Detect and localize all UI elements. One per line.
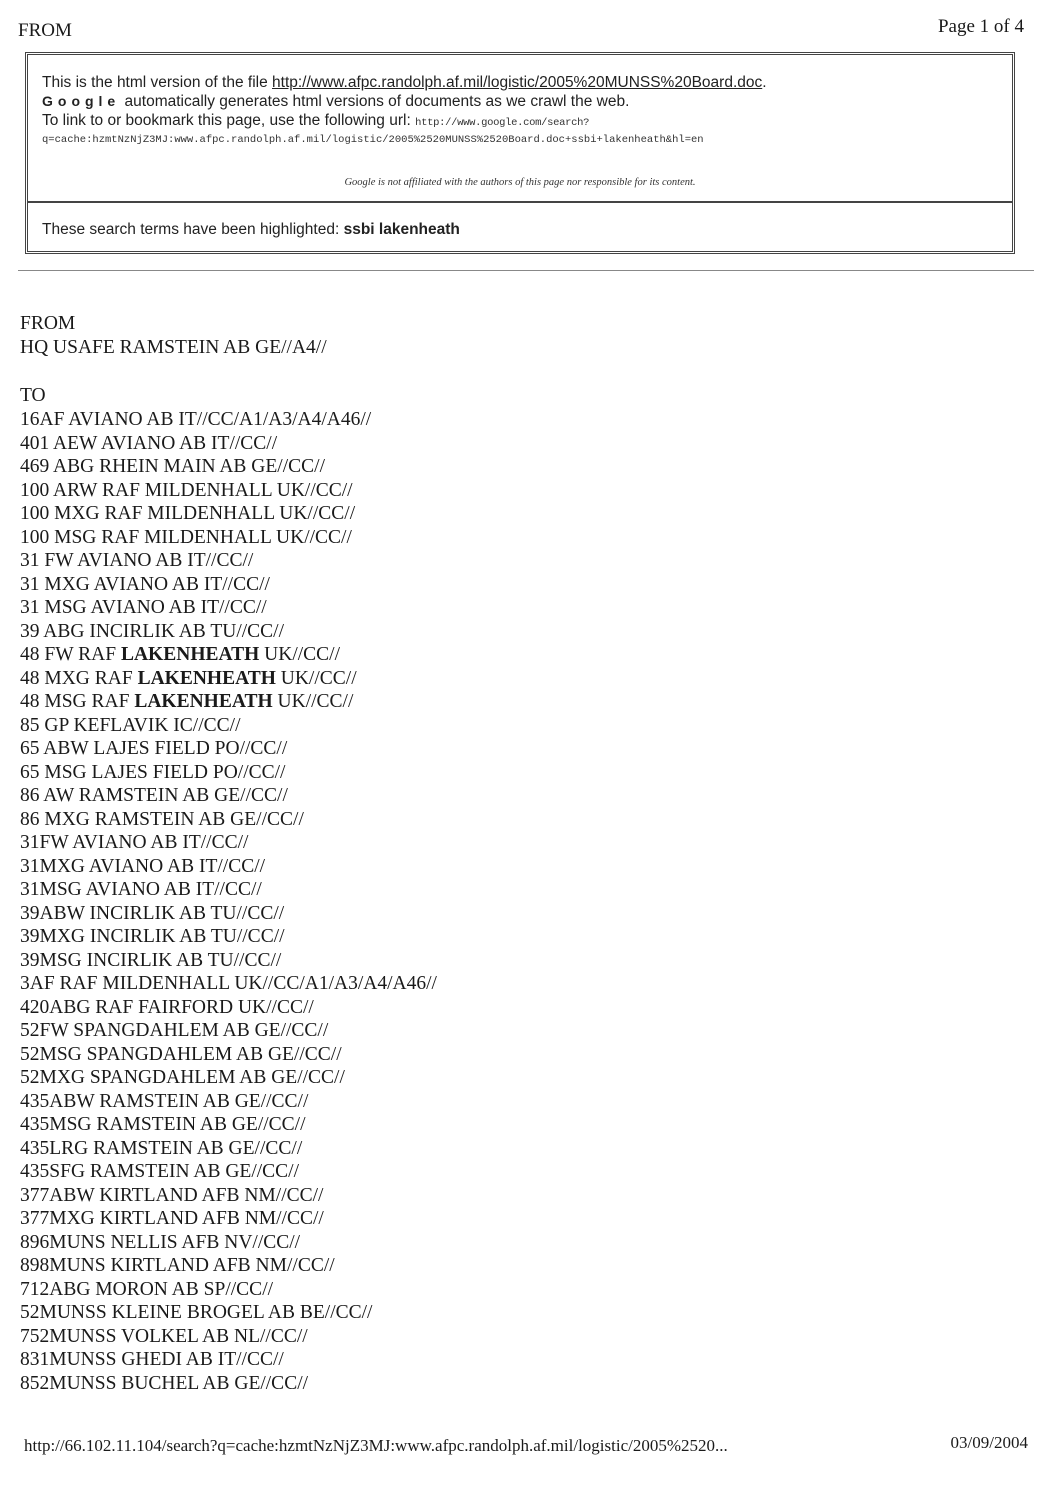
search-terms: ssbi lakenheath	[343, 221, 460, 238]
to-label: TO	[20, 385, 46, 406]
banner-line-source: This is the html version of the file http://www.afpc.randolph.af.mil/logistic/2005%20MUNSS%20Board.doc.	[42, 74, 767, 91]
recipient-item: 420ABG RAF FAIRFORD UK//CC//	[20, 996, 314, 1018]
recipient-item: 752MUNSS VOLKEL AB NL//CC//	[20, 1325, 308, 1347]
recipient-item: 100 ARW RAF MILDENHALL UK//CC//	[20, 479, 353, 501]
highlighted-terms: These search terms have been highlighted: ssbi lakenheath	[42, 221, 460, 238]
recipient-item: 65 MSG LAJES FIELD PO//CC//	[20, 761, 286, 783]
recipient-item: 39MXG INCIRLIK AB TU//CC//	[20, 926, 285, 947]
footer-url: http://66.102.11.104/search?q=cache:hzmtNzNjZ3MJ:www.afpc.randolph.af.mil/logistic/2005%2520...	[24, 1436, 728, 1455]
banner-line-auto: Google automatically generates html versions of documents as we crawl the web.	[42, 93, 630, 110]
recipient-item: 31MXG AVIANO AB IT//CC//	[20, 855, 266, 877]
banner-divider	[28, 201, 1012, 203]
recipient-item: 100 MSG RAF MILDENHALL UK//CC//	[20, 526, 352, 548]
recipient-item: 52FW SPANGDAHLEM AB GE//CC//	[20, 1020, 329, 1041]
recipient-item: 52MXG SPANGDAHLEM AB GE//CC//	[20, 1067, 345, 1088]
recipient-item: 896MUNS NELLIS AFB NV//CC//	[20, 1231, 301, 1253]
recipient-item: 48 FW RAF LAKENHEATH UK//CC//	[20, 644, 341, 665]
recipient-item: 3AF RAF MILDENHALL UK//CC/A1/A3/A4/A46//	[20, 973, 437, 994]
recipient-item: 39 ABG INCIRLIK AB TU//CC//	[20, 620, 285, 642]
recipient-item: 31MSG AVIANO AB IT//CC//	[20, 879, 262, 900]
recipient-item: 831MUNSS GHEDI AB IT//CC//	[20, 1349, 284, 1370]
recipient-item: 86 AW RAMSTEIN AB GE//CC//	[20, 785, 288, 806]
source-file-link[interactable]: http://www.afpc.randolph.af.mil/logistic/2005%20MUNSS%20Board.doc	[272, 74, 763, 91]
recipient-item: 377MXG KIRTLAND AFB NM//CC//	[20, 1208, 324, 1229]
google-cache-banner	[25, 52, 1015, 254]
cache-url-continued[interactable]: q=cache:hzmtNzNjZ3MJ:www.afpc.randolph.af.mil/logistic/2005%2520MUNSS%2520Board.doc+ssbi+lakenheath&hl=en	[42, 134, 704, 146]
recipient-list	[20, 408, 437, 1395]
page-divider	[18, 270, 1034, 271]
highlighted-term: LAKENHEATH	[137, 667, 276, 689]
recipient-item: 31 MSG AVIANO AB IT//CC//	[20, 597, 267, 618]
recipient-item: 39ABW INCIRLIK AB TU//CC//	[20, 902, 285, 924]
recipient-item: 52MSG SPANGDAHLEM AB GE//CC//	[20, 1043, 342, 1065]
banner-line-bookmark: To link to or bookmark this page, use the following url: http://www.google.com/search?	[42, 112, 590, 129]
recipient-item: 65 ABW LAJES FIELD PO//CC//	[20, 738, 288, 759]
from-value: HQ USAFE RAMSTEIN AB GE//A4//	[20, 336, 327, 358]
message-from-block	[20, 312, 327, 359]
recipient-item: 852MUNSS BUCHEL AB GE//CC//	[20, 1372, 309, 1394]
highlighted-term: LAKENHEATH	[120, 644, 260, 665]
recipient-item: 31 MXG AVIANO AB IT//CC//	[20, 573, 270, 595]
recipient-item: 712ABG MORON AB SP//CC//	[20, 1278, 274, 1300]
page-number: Page 1 of 4	[937, 16, 1024, 37]
recipient-item: 401 AEW AVIANO AB IT//CC//	[20, 432, 278, 454]
recipient-item: 435LRG RAMSTEIN AB GE//CC//	[20, 1137, 303, 1159]
recipient-item: 16AF AVIANO AB IT//CC/A1/A3/A4/A46//	[20, 409, 372, 430]
recipient-item: 469 ABG RHEIN MAIN AB GE//CC//	[20, 456, 325, 477]
recipient-item: 100 MXG RAF MILDENHALL UK//CC//	[20, 503, 356, 524]
recipient-item: 48 MXG RAF LAKENHEATH UK//CC//	[20, 667, 357, 689]
banner-disclaimer: Google is not affiliated with the authors of this page nor responsible for its content.	[344, 177, 696, 188]
recipient-item: 898MUNS KIRTLAND AFB NM//CC//	[20, 1255, 335, 1276]
recipient-item: 435SFG RAMSTEIN AB GE//CC//	[20, 1161, 300, 1182]
cache-url[interactable]: http://www.google.com/search?	[415, 117, 590, 129]
recipient-item: 31FW AVIANO AB IT//CC//	[20, 832, 249, 853]
footer-date: 03/09/2004	[950, 1433, 1028, 1452]
recipient-item: 39MSG INCIRLIK AB TU//CC//	[20, 949, 282, 971]
recipient-item: 377ABW KIRTLAND AFB NM//CC//	[20, 1184, 324, 1206]
highlighted-term: LAKENHEATH	[134, 691, 273, 712]
google-logo: Google	[42, 93, 121, 109]
from-label: FROM	[20, 313, 76, 334]
recipient-item: 435ABW RAMSTEIN AB GE//CC//	[20, 1090, 309, 1112]
recipient-item: 48 MSG RAF LAKENHEATH UK//CC//	[20, 691, 354, 712]
recipient-item: 52MUNSS KLEINE BROGEL AB BE//CC//	[20, 1302, 373, 1323]
print-header-from: FROM	[18, 20, 72, 41]
recipient-item: 435MSG RAMSTEIN AB GE//CC//	[20, 1114, 306, 1135]
recipient-item: 86 MXG RAMSTEIN AB GE//CC//	[20, 808, 304, 830]
recipient-item: 85 GP KEFLAVIK IC//CC//	[20, 714, 241, 736]
recipient-item: 31 FW AVIANO AB IT//CC//	[20, 550, 254, 571]
